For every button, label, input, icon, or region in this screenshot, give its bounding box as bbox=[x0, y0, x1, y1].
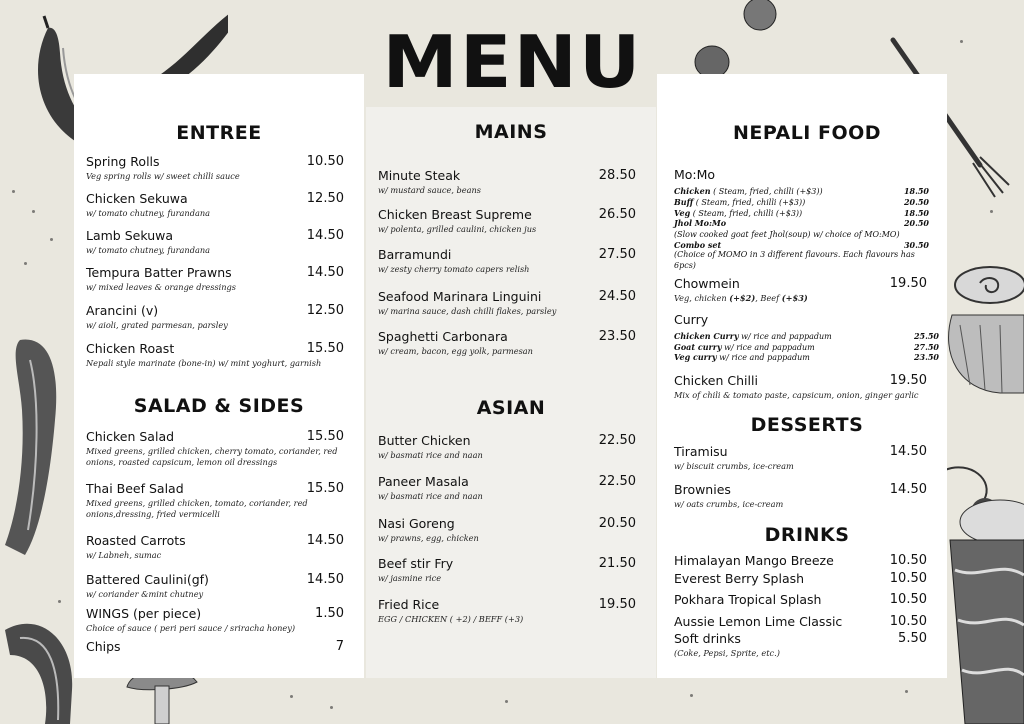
item-price: 14.50 bbox=[306, 228, 344, 243]
item-price: 21.50 bbox=[598, 556, 636, 571]
item-desc: (Coke, Pepsi, Sprite, etc.) bbox=[674, 648, 780, 658]
variant-label: Veg curry bbox=[674, 352, 717, 362]
item-name: Nasi Goreng bbox=[378, 516, 455, 531]
item-name: Seafood Marinara Linguini bbox=[378, 289, 542, 304]
item-name: Paneer Masala bbox=[378, 474, 469, 489]
item-name: WINGS (per piece) bbox=[86, 606, 202, 621]
variant-text: w/ rice and pappadum bbox=[721, 343, 815, 352]
desc-part: , Beef bbox=[755, 293, 782, 303]
momo-variant bbox=[674, 197, 929, 209]
menu-item bbox=[86, 191, 344, 219]
item-desc: w/ tomato chutney, furandana bbox=[86, 245, 210, 255]
item-name: Battered Caulini(gf) bbox=[86, 572, 209, 587]
variant-label: Veg bbox=[674, 208, 691, 218]
item-name: Beef stir Fry bbox=[378, 556, 454, 571]
item-name: Chicken Chilli bbox=[674, 373, 758, 388]
menu-item bbox=[674, 482, 927, 510]
menu-item bbox=[378, 516, 636, 544]
desc-part: (+$2) bbox=[729, 293, 756, 303]
variant-text: ( Steam, fried, chilli (+$3)) bbox=[693, 198, 806, 207]
item-price: 19.50 bbox=[889, 276, 927, 291]
item-price: 28.50 bbox=[598, 168, 636, 183]
menu-item bbox=[378, 168, 636, 196]
speck bbox=[58, 600, 61, 603]
item-name: Minute Steak bbox=[378, 168, 461, 183]
item-name: Brownies bbox=[674, 482, 731, 497]
item-price: 5.50 bbox=[898, 631, 927, 646]
speck bbox=[290, 695, 293, 698]
variant-price: 18.50 bbox=[903, 208, 929, 218]
item-desc: Choice of sauce ( peri peri sauce / sriracha honey) bbox=[86, 623, 296, 633]
item-desc bbox=[674, 293, 927, 304]
item-desc: w/ tomato chutney, furandana bbox=[86, 208, 210, 218]
item-name: Chicken Salad bbox=[86, 429, 175, 444]
speck bbox=[330, 706, 333, 709]
item-price: 10.50 bbox=[889, 571, 927, 586]
item-name: Pokhara Tropical Splash bbox=[674, 592, 822, 607]
item-desc: w/ basmati rice and naan bbox=[378, 491, 483, 501]
item-name: Chicken Roast bbox=[86, 341, 175, 356]
item-desc: Veg spring rolls w/ sweet chilli sauce bbox=[86, 171, 240, 181]
item-price: 20.50 bbox=[598, 516, 636, 531]
item-price: 10.50 bbox=[889, 553, 927, 568]
item-name: Fried Rice bbox=[378, 597, 440, 612]
curry-variant bbox=[674, 331, 939, 343]
desc-part: (+$3) bbox=[781, 293, 808, 303]
menu-item bbox=[86, 606, 344, 634]
item-price: 15.50 bbox=[306, 429, 344, 444]
menu-item bbox=[378, 474, 636, 502]
variant-text: w/ rice and pappadum bbox=[716, 353, 810, 362]
menu-item bbox=[86, 228, 344, 256]
momo-variant bbox=[674, 229, 929, 241]
item-name: Thai Beef Salad bbox=[86, 481, 184, 496]
item-price: 14.50 bbox=[306, 265, 344, 280]
item-desc: w/ prawns, egg, chicken bbox=[378, 533, 479, 543]
item-desc: w/ marina sauce, dash chilli flakes, parsley bbox=[378, 306, 557, 316]
menu-item bbox=[674, 444, 927, 472]
menu-item bbox=[86, 265, 344, 293]
speck bbox=[505, 700, 508, 703]
item-desc: Mix of chili & tomato paste, capsicum, onion, ginger garlic bbox=[674, 390, 919, 400]
speck bbox=[32, 210, 35, 213]
item-price: 14.50 bbox=[889, 444, 927, 459]
menu-item bbox=[378, 329, 636, 357]
item-price: 23.50 bbox=[598, 329, 636, 344]
variant-price: 30.50 bbox=[903, 240, 929, 250]
sausage-illustration-bottom bbox=[0, 610, 80, 724]
item-name: Spring Rolls bbox=[86, 154, 160, 169]
item-desc: w/ polenta, grilled caulini, chicken jus bbox=[378, 224, 537, 234]
item-price: 19.50 bbox=[598, 597, 636, 612]
item-desc: w/ zesty cherry tomato capers relish bbox=[378, 264, 530, 274]
variant-label: Chicken Curry bbox=[674, 331, 739, 341]
variant-label: Buff bbox=[674, 197, 694, 207]
menu-item bbox=[86, 429, 344, 467]
menu-item bbox=[86, 533, 344, 561]
menu-item bbox=[86, 303, 344, 331]
section-title-asian: ASIAN bbox=[476, 397, 546, 419]
menu-item bbox=[378, 207, 636, 235]
item-price: 7 bbox=[335, 639, 344, 654]
item-name: Arancini (v) bbox=[86, 303, 159, 318]
menu-item bbox=[378, 247, 636, 275]
item-name: Curry bbox=[674, 312, 709, 327]
middle-panel bbox=[366, 107, 656, 678]
momo-item bbox=[674, 167, 927, 182]
item-price: 15.50 bbox=[306, 481, 344, 496]
menu-item bbox=[378, 556, 636, 584]
item-desc: w/ cream, bacon, egg yolk, parmesan bbox=[378, 346, 533, 356]
menu-item bbox=[378, 597, 636, 625]
item-price: 14.50 bbox=[306, 572, 344, 587]
item-desc: w/ aioli, grated parmesan, parsley bbox=[86, 320, 228, 330]
item-name: Everest Berry Splash bbox=[674, 571, 805, 586]
item-name: Mo:Mo bbox=[674, 167, 716, 182]
variant-text: w/ rice and pappadum bbox=[738, 332, 832, 341]
item-price: 12.50 bbox=[306, 191, 344, 206]
item-desc: w/ jasmine rice bbox=[378, 573, 442, 583]
speck bbox=[690, 694, 693, 697]
drink-item bbox=[674, 614, 927, 629]
item-desc: w/ biscuit crumbs, ice-cream bbox=[674, 461, 794, 471]
curry-variant bbox=[674, 352, 939, 364]
menu-item bbox=[86, 639, 344, 654]
item-name: Lamb Sekuwa bbox=[86, 228, 173, 243]
variant-label: Jhol Mo:Mo bbox=[674, 218, 727, 228]
item-desc: w/ mustard sauce, beans bbox=[378, 185, 481, 195]
item-desc: w/ Labneh, sumac bbox=[86, 550, 162, 560]
item-name: Chowmein bbox=[674, 276, 740, 291]
item-price: 24.50 bbox=[598, 289, 636, 304]
right-panel bbox=[657, 74, 947, 678]
menu-item bbox=[86, 481, 344, 519]
variant-price: 25.50 bbox=[913, 331, 939, 341]
menu-item bbox=[378, 433, 636, 461]
item-name: Chicken Sekuwa bbox=[86, 191, 188, 206]
item-desc: Mixed greens, grilled chicken, tomato, coriander, red onions,dressing, fried vermicelli bbox=[86, 498, 308, 519]
menu-item bbox=[86, 572, 344, 600]
momo-note: (Choice of MOMO in 3 different flavours. Each flavours has 6pcs) bbox=[674, 250, 915, 270]
item-name: Roasted Carrots bbox=[86, 533, 186, 548]
item-price: 10.50 bbox=[889, 592, 927, 607]
item-name: Tempura Batter Prawns bbox=[86, 265, 232, 280]
item-name: Aussie Lemon Lime Classic bbox=[674, 614, 843, 629]
variant-text: ( Steam, fried, chilli (+$3)) bbox=[710, 187, 823, 196]
item-price: 22.50 bbox=[598, 474, 636, 489]
menu-title: MENU bbox=[382, 20, 643, 104]
speck bbox=[960, 40, 963, 43]
speck bbox=[24, 262, 27, 265]
item-price: 26.50 bbox=[598, 207, 636, 222]
speck bbox=[990, 210, 993, 213]
item-desc: EGG / CHICKEN ( +2) / BEFF (+3) bbox=[378, 614, 524, 624]
item-desc: Nepali style marinate (bone-in) w/ mint yoghurt, garnish bbox=[86, 358, 322, 368]
item-desc: w/ basmati rice and naan bbox=[378, 450, 483, 460]
milkshake-illustration bbox=[940, 460, 1024, 724]
item-price: 19.50 bbox=[889, 373, 927, 388]
item-price: 27.50 bbox=[598, 247, 636, 262]
variant-label: Combo set bbox=[674, 240, 722, 250]
momo-variant bbox=[674, 186, 929, 198]
drink-item bbox=[674, 592, 927, 607]
menu-item bbox=[86, 341, 344, 369]
section-title-entree: ENTREE bbox=[176, 122, 262, 144]
variant-price: 18.50 bbox=[903, 186, 929, 196]
cinnamon-roll-illustration bbox=[940, 255, 1024, 395]
item-price: 14.50 bbox=[889, 482, 927, 497]
item-price: 12.50 bbox=[306, 303, 344, 318]
item-name: Chicken Breast Supreme bbox=[378, 207, 532, 222]
item-desc: Mixed greens, grilled chicken, cherry tomato, coriander, red onions, roasted capsicum, lemon oil dressings bbox=[86, 446, 338, 467]
speck bbox=[905, 690, 908, 693]
item-price: 15.50 bbox=[306, 341, 344, 356]
left-panel bbox=[74, 74, 364, 678]
variant-price: 23.50 bbox=[913, 352, 939, 362]
curry-item bbox=[674, 312, 927, 327]
section-title-mains: MAINS bbox=[474, 121, 548, 143]
section-title-desserts: DESSERTS bbox=[750, 414, 864, 436]
variant-price: 20.50 bbox=[903, 218, 929, 228]
item-desc: w/ coriander &mint chutney bbox=[86, 589, 204, 599]
menu-item bbox=[86, 154, 344, 182]
desc-part: Veg, chicken bbox=[674, 293, 730, 303]
menu-item bbox=[674, 373, 927, 401]
variant-price: 27.50 bbox=[913, 342, 939, 352]
variant-text: (Slow cooked goat feet Jhol(soup) w/ choice of MO:MO) bbox=[674, 230, 900, 239]
item-price: 10.50 bbox=[889, 614, 927, 629]
drink-item bbox=[674, 553, 927, 568]
menu-item bbox=[674, 276, 927, 304]
item-name: Soft drinks bbox=[674, 631, 741, 646]
drink-item bbox=[674, 631, 927, 659]
speck bbox=[50, 238, 53, 241]
item-name: Himalayan Mango Breeze bbox=[674, 553, 834, 568]
item-price: 14.50 bbox=[306, 533, 344, 548]
variant-text: ( Steam, fried, chilli (+$3)) bbox=[690, 209, 803, 218]
item-price: 1.50 bbox=[315, 606, 344, 621]
section-title-nepali-food: NEPALI FOOD bbox=[732, 122, 882, 144]
section-title-salad-sides: SALAD & SIDES bbox=[133, 395, 305, 417]
item-name: Barramundi bbox=[378, 247, 452, 262]
item-desc: w/ mixed leaves & orange dressings bbox=[86, 282, 236, 292]
item-name: Chips bbox=[86, 639, 121, 654]
hazelnut-illustration bbox=[690, 0, 790, 85]
section-title-drinks: DRINKS bbox=[764, 524, 850, 546]
item-name: Tiramisu bbox=[674, 444, 728, 459]
item-name: Butter Chicken bbox=[378, 433, 471, 448]
item-desc: w/ oats crumbs, ice-cream bbox=[674, 499, 784, 509]
item-name: Spaghetti Carbonara bbox=[378, 329, 508, 344]
variant-label: Chicken bbox=[674, 186, 711, 196]
variant-price: 20.50 bbox=[903, 197, 929, 207]
menu-item bbox=[378, 289, 636, 317]
item-price: 22.50 bbox=[598, 433, 636, 448]
sausage-illustration bbox=[0, 330, 70, 560]
item-price: 10.50 bbox=[306, 154, 344, 169]
drink-item bbox=[674, 571, 927, 586]
momo-variant bbox=[674, 218, 929, 230]
speck bbox=[12, 190, 15, 193]
variant-label: Goat curry bbox=[674, 342, 722, 352]
